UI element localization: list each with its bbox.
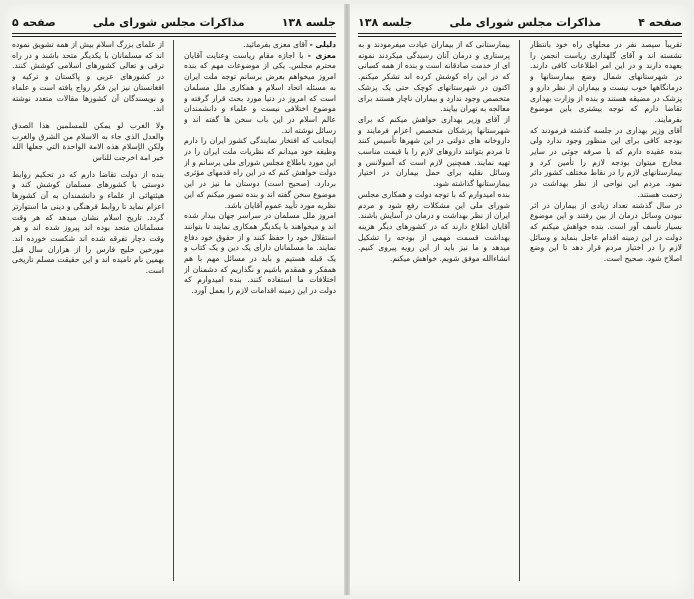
paragraph bbox=[530, 201, 682, 265]
paragraph bbox=[530, 40, 682, 126]
right-session-number: جلسه ۱۳۸ bbox=[358, 15, 413, 29]
paragraph bbox=[184, 136, 336, 211]
paragraph-text: با اجازه مقام ریاست وعنایت آقایان محترم مجلس. یکی از موضوعات مهم که بنده امروز میخواهم بعرض برسانم توجه ملت ایران به مسئله اتحاد اسلام و همکاری ملل مسلمان است که امروز در دنیا مورد بحث قرار گرفته و موضوع اختلافی نیست و علماء و دانشمندان عالم اسلام در این باب سخن ها گفته اند و رسائل نوشته اند. bbox=[184, 50, 336, 135]
paragraph-text: بنده امیدوارم که با توجه دولت و همکاری مجلس شورای ملی این مشکلات رفع شود و مردم ایران از نظر بهداشت و درمان در آسایش باشند. آقایان اطلاع دارند که در کشورهای دیگر هزینه بهداشت قسمت مهمی از بودجه را تشکیل میدهد و ما نیز باید از این رویه پیروی کنیم. انشاءالله موفق شویم. خواهش میکنم. bbox=[358, 189, 510, 264]
left-page-column-1 bbox=[184, 40, 336, 583]
paragraph-text: بیمارستانی که از بیماران عیادت میفرمودند و به پرستاری و درمان آنان رسیدگی میکردند نمونه ای از خدمت صادقانه است و بنده از همه کسانی که در این راه کوشش کرده اند تشکر میکنم. اکنون در شهرستانهای کوچک حتی یک پزشک متخصص وجود ندارد و بیماران ناچار هستند برای معالجه به تهران بیایند. bbox=[358, 40, 510, 114]
paragraph-text: از آقای وزیر بهداری خواهش میکنم که برای شهرستانها پزشکان متخصص اعزام فرمایند و داروخانه های دولتی در این شهرها تأسیس کنند تا مردم بتوانند داروهای لازم را با قیمت مناسب تهیه نمایند. همچنین لازم است که آمبولانس و وسائل نقلیه برای حمل بیماران در اختیار بیمارستانها گذاشته شود. bbox=[358, 114, 510, 189]
right-running-title: مذاکرات مجلس شورای ملی bbox=[449, 15, 602, 29]
paragraph bbox=[530, 126, 682, 201]
paragraph-text: ولا الغرب لو يمكن للمسلمين هذا الصدق والعدل الذي جاء به الاسلام من الشرق والغرب ولكن الإسلام هذه الامة الواحدة التي جعلها الله خير امة اخرجت للناس bbox=[12, 120, 164, 163]
paragraph bbox=[184, 40, 336, 51]
paragraph bbox=[358, 40, 510, 115]
paragraph-text: در سال گذشته تعداد زیادی از بیماران در اثر نبودن وسائل درمان از بین رفتند و این موضوع بسیار تأسف آور است. بنده خواهش میکنم که دولت در این زمینه اقدام عاجل بنماید و وسائل لازم را در اختیار مردم قرار دهد تا این وضع اصلاح شود. صحیح است. bbox=[530, 200, 682, 264]
paragraph bbox=[12, 40, 164, 115]
paragraph-text: آقای وزیر بهداری در جلسه گذشته فرمودند که بودجه کافی برای این منظور وجود ندارد ولی بنده عقیده دارم که با صرفه جوئی در سایر مخارج میتوان بودجه لازم را تأمین کرد و بیمارستانهای لازم را در نقاط مختلف کشور دائر نمود. مردم این نواحی از نظر بهداشت در زحمت هستند. bbox=[530, 125, 682, 199]
newspaper-spread bbox=[4, 4, 690, 595]
right-page-column-2 bbox=[358, 40, 510, 583]
speaker-name: دلیلی - bbox=[309, 40, 336, 49]
left-page-number: صفحه ۵ bbox=[12, 15, 56, 29]
paragraph-text: از علمای بزرگ اسلام بیش از همه تشویق نموده اند که مسلمانان با یکدیگر متحد باشند و در راه ترقی و تعالی کشورهای اسلامی کوشش کنند. در کشورهای عربی و پاکستان و ترکیه و افغانستان نیز این فکر رواج یافته است و علماء و نویسندگان آن کشورها مقالات متعدد نوشته اند. bbox=[12, 40, 164, 114]
left-page bbox=[4, 4, 344, 595]
paragraph-text: بنده از دولت تقاضا دارم که در تحکیم روابط دوستی با کشورهای مسلمان کوشش کند و هیئتهائی از علماء و دانشمندان به آن کشورها اعزام نماید تا روابط فرهنگی و دینی ما استوارتر گردد. تاریخ اسلام نشان میدهد که هر وقت مسلمانان متحد بوده اند پیروز شده اند و هر وقت دچار تفرقه شده اند شکست خورده اند. مورخین خلیج فارس را از هزاران سال قبل بهمین نام نامیده اند و این حقیقت مسلم تاریخی است. bbox=[12, 169, 164, 276]
left-header-rule bbox=[12, 33, 336, 37]
paragraph-text: اینجانب که افتخار نمایندگی کشور ایران را دارم وظیفه خود میدانم که نظریات ملت ایران را در این مورد باطلاع مجلس شورای ملی برسانم و از دولت خواهش کنم که در این راه قدمهای مؤثری بردارد. (صحیح است) دوستان ما نیز در این موضوع سخن گفته اند و بنده تصور میکنم که این نظریه مورد تأیید عموم آقایان باشد. bbox=[184, 136, 336, 210]
paragraph-text: آقای معزی بفرمائید. bbox=[243, 40, 308, 49]
left-session-number: جلسه ۱۳۸ bbox=[281, 15, 336, 29]
left-page-header bbox=[12, 14, 336, 30]
right-page bbox=[350, 4, 690, 595]
paragraph bbox=[358, 115, 510, 190]
left-page-column-2 bbox=[12, 40, 164, 583]
paragraph-text: امروز ملل مسلمان در سراسر جهان بیدار شده اند و میخواهند با یکدیگر همکاری نمایند تا بتوانند استقلال خود را حفظ کنند و از حقوق خود دفاع نمایند. ما مسلمانان دارای یک دین و یک کتاب و یک قبله هستیم و باید در مسائل مهم با هم همفکر و همقدم باشیم و نگذاریم که دشمنان از اختلافات ما استفاده کنند. بنده امیدوارم که دولت در این زمینه اقدامات لازم را بعمل آورد. bbox=[184, 211, 336, 296]
right-page-header bbox=[358, 14, 682, 30]
arabic-quotation bbox=[12, 121, 164, 164]
left-column-divider bbox=[173, 40, 174, 581]
right-column-divider bbox=[519, 40, 520, 581]
right-page-number: صفحه ۴ bbox=[638, 15, 682, 29]
right-header-rule bbox=[358, 33, 682, 37]
paragraph-text: تقریباً سیصد نفر در محلهای راه خود بانتظار نشسته اند و آقای گلهداری ریاست انجمن را بعهده دارند و در این امر اطلاعات کافی دارند. در شهرستانهای شمال وضع بیمارستانها و درمانگاهها خوب نیست و بیماران از نظر دارو و پزشک در مضیقه هستند و بنده از وزارت بهداری تقاضا دارم که توجه بیشتری باین موضوع بفرمایند. bbox=[530, 40, 682, 124]
right-page-column-1 bbox=[530, 40, 682, 583]
paragraph bbox=[184, 51, 336, 137]
paragraph bbox=[358, 190, 510, 265]
left-running-title: مذاکرات مجلس شورای ملی bbox=[92, 15, 245, 29]
paragraph bbox=[12, 170, 164, 277]
paragraph bbox=[184, 211, 336, 297]
speaker-name: معزی - bbox=[307, 50, 336, 60]
